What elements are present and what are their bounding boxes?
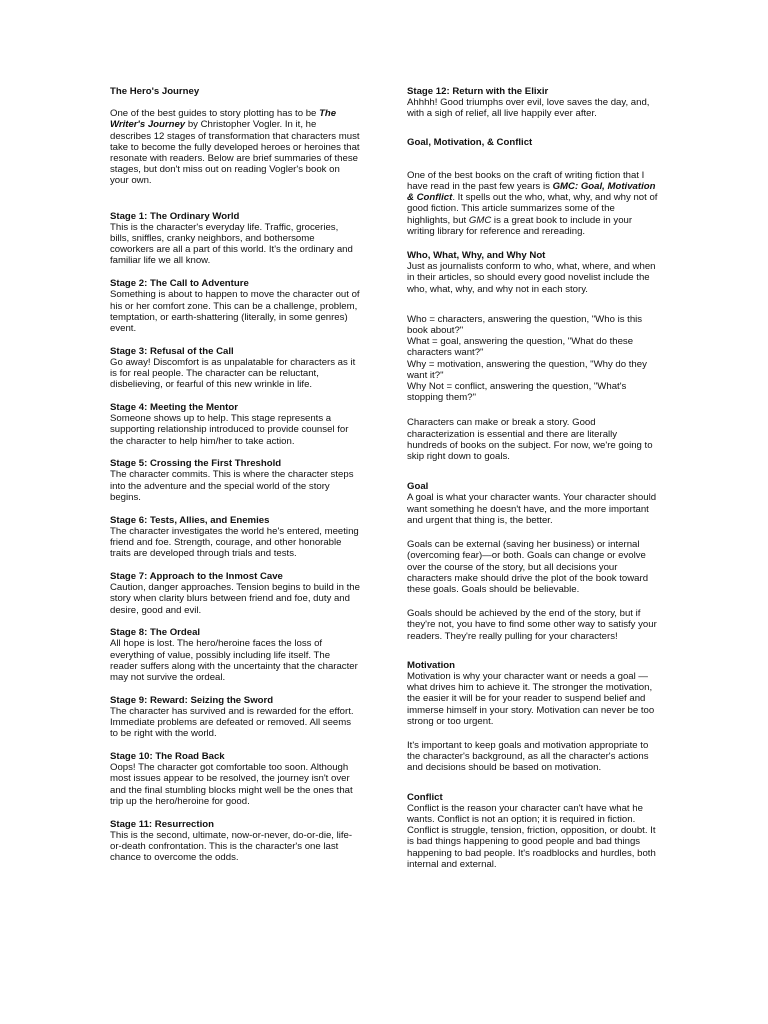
stage-text: Ahhhh! Good triumphs over evil, love saves the day, and, with a sigh of relief, all live happily ever after.: [407, 97, 650, 120]
stage-text: The character commits. This is where the character steps into the adventure and the special world of the story begins.: [110, 469, 354, 503]
stage-text: Go away! Discomfort is as unpalatable for characters as it is for real people. The character can be reluctant, disbelieving, or fearful of this new wrinkle in life.: [110, 356, 356, 391]
stage-1: [110, 211, 360, 267]
stage-text: Someone shows up to help. This stage represents a supporting relationship introduced to provide counsel for the character to help him/her to take action.: [110, 413, 349, 447]
motivation-section: [407, 660, 659, 727]
section-text: Conflict is the reason your character can't have what he wants. Conflict is not an option; it is required in fiction. Conflict is struggle, tension, friction, opposition, or doubt. It is bad things happening to good people and bad things happening to bad people. It's roadblocks and hurdles, both internal and external.: [407, 802, 656, 870]
intro-text-1: One of the best guides to story plotting has to be: [110, 108, 320, 120]
characters-paragraph: Characters can make or break a story. Good characterization is essential and there are literally hundreds of books on the subject. For now, we're going to skip right down to goals.: [407, 417, 653, 463]
stage-7: [110, 571, 360, 616]
stage-heading: Stage 3: Refusal of the Call: [110, 345, 234, 357]
section-heading: Conflict: [407, 791, 443, 803]
stage-text: All hope is lost. The hero/heroine faces the loss of everything of value, possibly including life itself. The reader suffers along with the uncertainty that the character may not survive the ordeal.: [110, 638, 358, 684]
stage-10: [110, 751, 360, 807]
intro-book-title: The Writer's Journey: [110, 108, 337, 131]
stage-8: [110, 627, 360, 683]
stage-heading: Stage 11: Resurrection: [110, 818, 214, 830]
stage-12: [407, 86, 659, 120]
stage-text: The character has survived and is rewarded for the effort. Immediate problems are defeated or removed. All seems to be right with the world.: [110, 705, 354, 740]
gmc-text-2: . It spells out the who, what, why, and why not of good fiction. This article summarizes some of the highlights, but: [407, 192, 658, 226]
stage-heading: Stage 6: Tests, Allies, and Enemies: [110, 514, 270, 526]
stage-heading: Stage 7: Approach to the Inmost Cave: [110, 570, 283, 582]
gmc-text-3: is a great book to include in your writing library for reference and rereading.: [407, 214, 633, 237]
stage-5: [110, 458, 360, 503]
section-text: Just as journalists conform to who, what, where, and when in their articles, so should every good novelist include the who, what, why, and why not in each story.: [407, 261, 656, 295]
stage-heading: Stage 2: The Call to Adventure: [110, 278, 249, 290]
definition-item: Why Not = conflict, answering the question, "What's stopping them?": [407, 381, 627, 404]
stage-text: This is the second, ultimate, now-or-never, do-or-die, life-or-death confrontation. This is the character's one last chance to overcome the odds.: [110, 829, 353, 864]
stage-text: Something is about to happen to move the character out of his or her comfort zone. This can be a challenge, problem, temptation, or earth-shattering (literally, in some genres) event.: [110, 289, 360, 334]
definition-item: Why = motivation, answering the question, "Why do they want it?": [407, 358, 647, 381]
stage-3: [110, 346, 360, 391]
gmc-abbr: GMC: [468, 214, 492, 226]
stage-text: Caution, danger approaches. Tension begins to build in the story when clarity blurs between friend and foe, duty and desire, good and evil.: [110, 582, 360, 616]
definition-item: Who = characters, answering the question, "Who is this book about?": [407, 313, 643, 337]
section-heading: Goal: [407, 481, 429, 493]
goal-paragraph-2: Goals can be external (saving her business) or internal (overcoming fear)—or both. Goals can change or evolve over the course of the story, but all decisions your characters make should drive the plot of the book toward these goals. Goals should be believable.: [407, 539, 649, 595]
stage-heading: Stage 1: The Ordinary World: [110, 210, 240, 222]
stage-heading: Stage 8: The Ordeal: [110, 627, 201, 639]
stage-heading: Stage 12: Return with the Elixir: [407, 86, 549, 97]
stage-9: [110, 695, 360, 740]
gmc-book-title: GMC: Goal, Motivation & Conflict: [407, 181, 656, 204]
intro-paragraph: [110, 108, 360, 186]
section-heading: Who, What, Why, and Why Not: [407, 250, 546, 262]
definitions-list: [407, 314, 659, 404]
goal-section: [407, 481, 659, 526]
intro-text-2: by Christopher Vogler. In it, he describes 12 stages of transformation that characters must take to become the fully developed heroes or heroines that resonate with readers. Below are brief summaries of these stages, but don't miss out on reading Vogler's book on your own.: [110, 119, 360, 187]
stage-text: The character investigates the world he's entered, meeting friend and foe. Strength, courage, and other honorable traits are developed through trials and tests.: [110, 525, 359, 560]
definition-item: What = goal, answering the question, "What do these characters want?": [407, 336, 634, 359]
section-title-gmc: Goal, Motivation, & Conflict: [407, 136, 533, 148]
stage-heading: Stage 4: Meeting the Mentor: [110, 401, 238, 413]
stage-heading: Stage 10: The Road Back: [110, 751, 225, 763]
stage-2: [110, 278, 360, 334]
stage-text: Oops! The character got comfortable too soon. Although most issues appear to be resolved, the journey isn't over and the final stumbling blocks might well be the ones that trip up the hero/heroine for good.: [110, 762, 353, 807]
section-text: Motivation is why your character want or needs a goal —what drives him to achieve it. The stronger the motivation, the easier it will be for your reader to suspend belief and immerse himself in your story. Motivation can never be too strong or too urgent.: [407, 670, 655, 727]
gmc-text-1: One of the best books on the craft of writing fiction that I have read in the past few years is: [407, 169, 645, 193]
page-title: The Hero's Journey: [110, 86, 200, 97]
stage-11: [110, 819, 360, 864]
goal-paragraph-3: Goals should be achieved by the end of the story, but if they're not, you have to find some other way to satisfy your readers. They're really pulling for your characters!: [407, 608, 657, 642]
section-heading: Motivation: [407, 659, 455, 671]
stage-6: [110, 515, 360, 560]
stage-heading: Stage 5: Crossing the First Threshold: [110, 458, 282, 470]
stage-4: [110, 402, 360, 447]
stage-text: This is the character's everyday life. Traffic, groceries, bills, sniffles, cranky neighbors, and bothersome coworkers are all a part of this world. It's the ordinary and familiar life we all know.: [110, 221, 353, 267]
section-text: A goal is what your character wants. Your character should want something he doesn't have, and the more important and urgent that thing is, the better.: [407, 492, 657, 526]
motivation-paragraph-2: It's important to keep goals and motivation appropriate to the character's background, as all the character's actions and decisions should be based on motivation.: [407, 739, 649, 774]
stage-heading: Stage 9: Reward: Seizing the Sword: [110, 694, 274, 706]
left-column: [110, 86, 360, 875]
www-section: [407, 250, 659, 295]
conflict-section: [407, 792, 659, 870]
gmc-intro-paragraph: [407, 170, 659, 237]
right-column: [407, 86, 659, 870]
